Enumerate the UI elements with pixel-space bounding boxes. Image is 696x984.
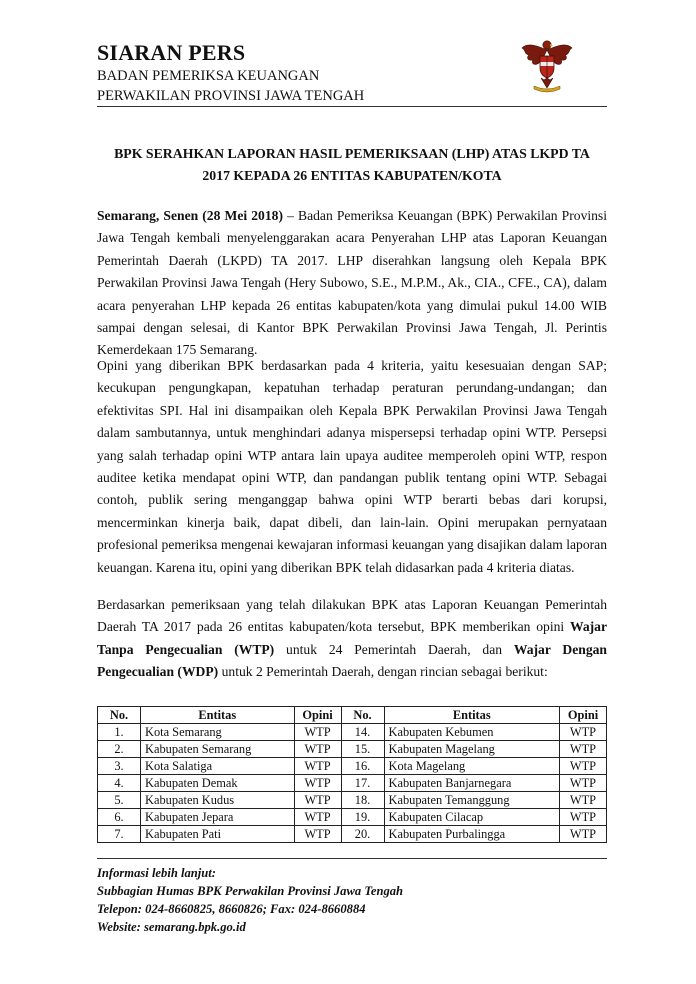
row-entity: Kabupaten Banjarnegara: [384, 775, 559, 792]
row-entity: Kabupaten Purbalingga: [384, 826, 559, 843]
row-no: 5.: [98, 792, 141, 809]
entity-opinion-table: [97, 706, 607, 843]
row-no: 6.: [98, 809, 141, 826]
row-no: 17.: [341, 775, 384, 792]
footer-heading: Informasi lebih lanjut:: [97, 866, 216, 880]
paragraph-3-text-a: Berdasarkan pemeriksaan yang telah dilakukan BPK atas Laporan Keuangan Pemerintah Daerah TA 2017 pada 26 entitas kabupaten/kota tersebut, BPK memberikan opini: [97, 597, 607, 635]
table-row: [98, 775, 607, 792]
footer-website: Website: semarang.bpk.go.id: [97, 920, 246, 934]
row-no: 2.: [98, 741, 141, 758]
row-opinion: WTP: [294, 724, 341, 741]
row-opinion: WTP: [294, 792, 341, 809]
row-entity: Kabupaten Kudus: [141, 792, 295, 809]
row-no: 16.: [341, 758, 384, 775]
table-row: [98, 741, 607, 758]
row-opinion: WTP: [294, 775, 341, 792]
paragraph-3-text-c: untuk 24 Pemerintah Daerah, dan: [274, 641, 514, 657]
row-no: 4.: [98, 775, 141, 792]
row-entity: Kabupaten Temanggung: [384, 792, 559, 809]
table-row: [98, 758, 607, 775]
headline-line-1: BPK SERAHKAN LAPORAN HASIL PEMERIKSAAN (LHP) ATAS LKPD TA: [114, 146, 590, 161]
row-opinion: WTP: [294, 826, 341, 843]
row-entity: Kabupaten Pati: [141, 826, 295, 843]
row-opinion: WTP: [560, 826, 607, 843]
row-opinion: WTP: [560, 741, 607, 758]
row-no: 3.: [98, 758, 141, 775]
table-row: [98, 809, 607, 826]
row-entity: Kabupaten Demak: [141, 775, 295, 792]
wtp-term: Wajar Tanpa Pengecualian (WTP): [97, 619, 607, 657]
row-entity: Kabupaten Jepara: [141, 809, 295, 826]
row-no: 1.: [98, 724, 141, 741]
footer-divider: [97, 858, 607, 859]
row-no: 19.: [341, 809, 384, 826]
col-header-no-2: No.: [341, 707, 384, 724]
org-name-line: BADAN PEMERIKSA KEUANGAN: [97, 68, 320, 84]
row-entity: Kabupaten Magelang: [384, 741, 559, 758]
row-opinion: WTP: [560, 775, 607, 792]
table-header-row: [98, 707, 607, 724]
row-opinion: WTP: [294, 809, 341, 826]
headline: [97, 143, 607, 187]
headline-line-2: 2017 KEPADA 26 ENTITAS KABUPATEN/KOTA: [202, 168, 502, 183]
paragraph-2: Opini yang diberikan BPK berdasarkan pada 4 kriteria, yaitu kesesuaian dengan SAP; kecukupan pengungkapan, kepatuhan terhadap peraturan perundang-undangan; dan efektivitas SPI. Hal ini disampaikan oleh Kepala BPK Perwakilan Provinsi Jawa Tengah dalam sambutannya, untuk menghindari adanya mispersepsi terhadap opini WTP. Persepsi yang salah terhadap opini WTP antara lain upaya auditee memperoleh opini WTP, respon auditee ketika mendapat opini WTP, dan pandangan publik tentang opini WTP. Sebagai contoh, publik sering menganggap bahwa opini WTP berarti bebas dari korupsi, mencerminkan kinerja baik, dapat dibeli, dan lain-lain. Opini merupakan pernyataan profesional pemeriksa mengenai kewajaran informasi keuangan yang disajikan dalam laporan keuangan. Karena itu, opini yang diberikan BPK telah didasarkan pada 4 kriteria diatas.: [97, 358, 607, 575]
row-entity: Kabupaten Semarang: [141, 741, 295, 758]
row-entity: Kota Semarang: [141, 724, 295, 741]
header-divider: [97, 106, 607, 107]
footer-phone: Telepon: 024-8660825, 8660826; Fax: 024-8660884: [97, 902, 366, 916]
row-entity: Kota Magelang: [384, 758, 559, 775]
org-branch-line: PERWAKILAN PROVINSI JAWA TENGAH: [97, 88, 365, 104]
page-title: SIARAN PERS: [97, 40, 246, 65]
wdp-term: Wajar Dengan Pengecualian (WDP): [97, 641, 607, 680]
dateline: Semarang, Senen (28 Mei 2018): [97, 208, 283, 223]
row-opinion: WTP: [294, 741, 341, 758]
row-no: 15.: [341, 741, 384, 758]
table-row: [98, 792, 607, 809]
row-opinion: WTP: [560, 758, 607, 775]
row-entity: Kabupaten Cilacap: [384, 809, 559, 826]
table-row: [98, 724, 607, 741]
footer-unit: Subbagian Humas BPK Perwakilan Provinsi Jawa Tengah: [97, 884, 404, 898]
col-header-entitas-2: Entitas: [384, 707, 559, 724]
garuda-emblem-icon: [520, 36, 574, 94]
paragraph-3-text-e: untuk 2 Pemerintah Daerah, dengan rincian sebagai berikut:: [218, 664, 548, 680]
row-no: 20.: [341, 826, 384, 843]
row-entity: Kabupaten Kebumen: [384, 724, 559, 741]
row-no: 18.: [341, 792, 384, 809]
paragraph-1: [97, 205, 607, 362]
row-no: 14.: [341, 724, 384, 741]
col-header-no: No.: [98, 707, 141, 724]
table-row: [98, 826, 607, 843]
row-entity: Kota Salatiga: [141, 758, 295, 775]
row-opinion: WTP: [294, 758, 341, 775]
col-header-opini-2: Opini: [560, 707, 607, 724]
col-header-entitas: Entitas: [141, 707, 295, 724]
paragraph-1-text: – Badan Pemeriksa Keuangan (BPK) Perwakilan Provinsi Jawa Tengah kembali menyelenggarakan acara Penyerahan LHP atas Laporan Keuangan Pemerintah Daerah (LKPD) TA 2017. LHP diserahkan langsung oleh Kepala BPK Perwakilan Provinsi Jawa Tengah (Hery Subowo, S.E., M.P.M., Ak., CIA., CFE., CA), dalam acara penyerahan LHP kepada 26 entitas kabupaten/kota yang dimulai pukul 14.00 WIB sampai dengan selesai, di Kantor BPK Perwakilan Provinsi Jawa Tengah, Jl. Perintis Kemerdekaan 175 Semarang.: [97, 208, 608, 358]
col-header-opini: Opini: [294, 707, 341, 724]
paragraph-3: [97, 594, 607, 684]
row-opinion: WTP: [560, 724, 607, 741]
row-opinion: WTP: [560, 809, 607, 826]
contact-footer: [97, 864, 403, 936]
row-no: 7.: [98, 826, 141, 843]
row-opinion: WTP: [560, 792, 607, 809]
